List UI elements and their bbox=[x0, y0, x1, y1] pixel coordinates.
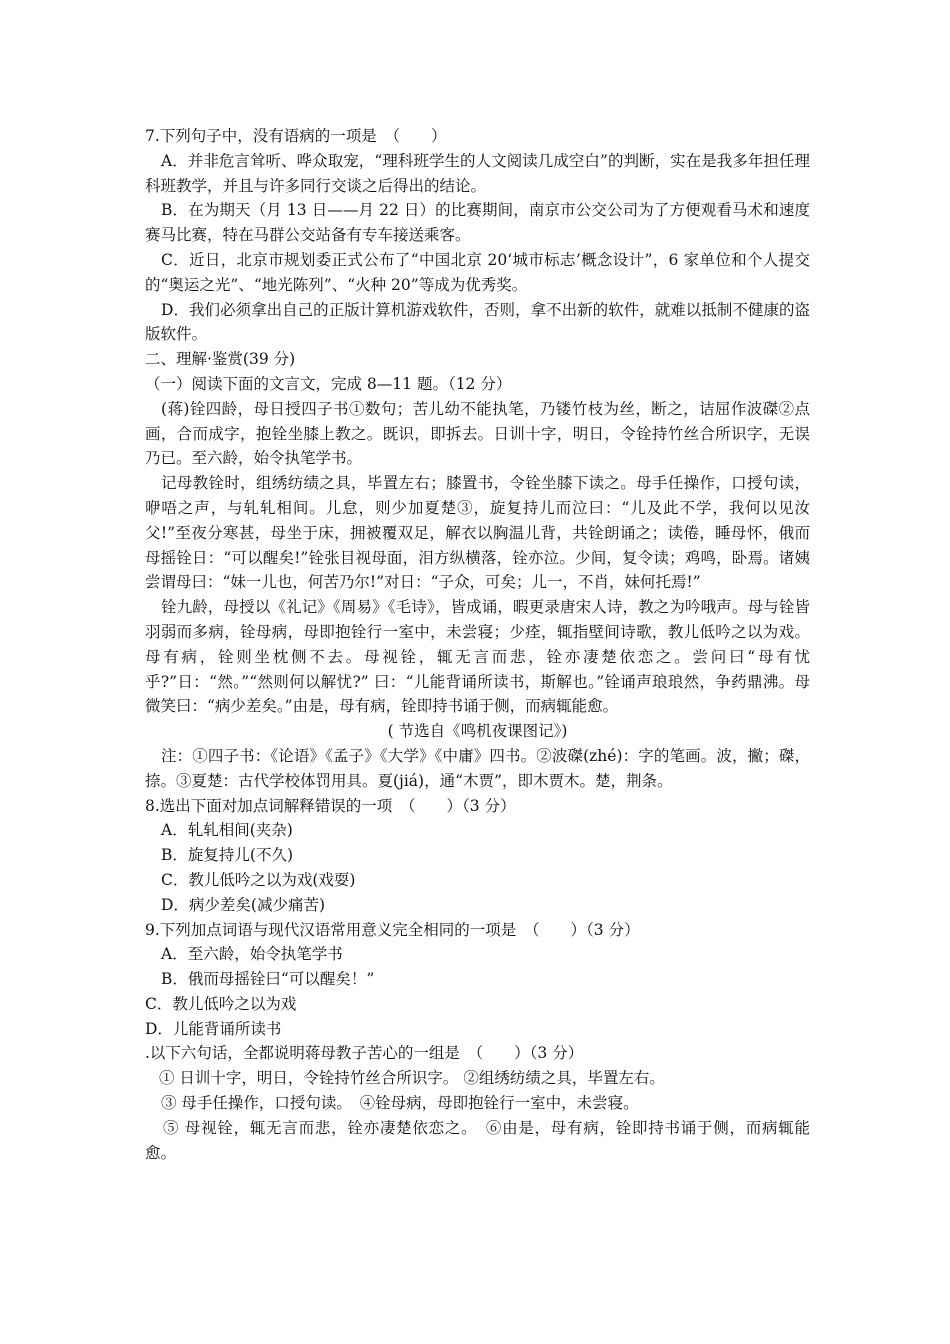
question-7-option-c: C．近日，北京市规划委正式公布了“中国北京 20‘城市标志’概念设计”，6 家单位和个人提交的“奥运之光”、“地光陈列”、“火种 20”等成为优秀奖。 bbox=[145, 250, 810, 294]
question-8-option-b: B．旋复持儿(不久) bbox=[161, 846, 293, 865]
section-2-title: 二、理解·鉴赏(39 分) bbox=[145, 350, 296, 369]
exam-content bbox=[145, 124, 810, 1165]
question-7-option-d: D．我们必须拿出自己的正版计算机游戏软件，否则，拿不出新的软件，就难以抵制不健康的盗版软件。 bbox=[145, 300, 810, 344]
question-10-choices-row-2: ③ 母手任操作，口授句读。 ④铨母病，母即抱铨行一室中，未尝寝。 bbox=[161, 1094, 639, 1113]
question-9-stem: 9.下列加点词语与现代汉语常用意义完全相同的一项是 （ ）（3 分） bbox=[145, 920, 640, 939]
passage-paragraph-1: (蒋)铨四龄，母日授四子书①数句；苦儿幼不能执笔，乃镂竹枝为丝，断之，诘屈作波磔②点画，合而成字，抱铨坐膝上教之。既识，即拆去。日训十字，明日，令铨持竹丝合所识字，无误乃已。至六龄，始令执笔学书。 bbox=[145, 399, 810, 468]
question-10-choices-row-1: ① 日训十字，明日，令铨持竹丝合所识字。 ②组绣纺绩之具，毕置左右。 bbox=[159, 1069, 665, 1088]
question-10-choices-row-3: ⑤ 母视铨，辄无言而悲，铨亦凄楚依恋之。 ⑥由是，母有病，铨即持书诵于侧，而病辄能愈。 bbox=[145, 1118, 810, 1162]
question-7-stem: 7.下列句子中，没有语病的一项是 （ ） bbox=[145, 127, 447, 145]
question-9-option-a: A．至六龄，始令执笔学书 bbox=[161, 945, 343, 964]
question-8-stem: 8.选出下面对加点词解释错误的一项 （ ）（3 分） bbox=[145, 796, 516, 815]
question-8-option-c: C．教儿低吟之以为戏(戏耍) bbox=[161, 870, 356, 889]
passage-paragraph-3: 铨九龄，母授以《礼记》《周易》《毛诗》，皆成诵，暇更录唐宋人诗，教之为吟哦声。母与铨皆羽弱而多病，铨母病，母即抱铨行一室中，未尝寝；少痊，辄指壁间诗歌，教儿低吟之以为戏。母有病，铨则坐枕侧不去。母视铨，辄无言而悲，铨亦凄楚依恋之。尝问曰“母有忧乎?”日：“然。”“然则何以解忧?” 曰：“儿能背诵所读书，斯解也。”铨诵声琅琅然，争药鼎沸。母微笑曰：“病少差矣。”由是，母有病，铨即持书诵于侧，而病辄能愈。 bbox=[145, 598, 810, 716]
passage-paragraph-2: 记母教铨时，组绣纺绩之具，毕置左右；膝置书，令铨坐膝下读之。母手任操作，口授句读，咿唔之声，与轧轧相间。儿怠，则少加夏楚③，旋复持儿而泣曰：“儿及此不学，我何以见汝父!”至夜分寒甚，母坐于床，拥被覆双足，解衣以胸温儿背，共铨朗诵之；读倦，睡母怀，俄而母摇铨日：“可以醒矣!”铨张目视母面，泪方纵横落，铨亦泣。少间，复令读；鸡鸣，卧焉。诸姨尝谓母曰：“妹一儿也，何苦乃尔!”对日：“子众，可矣；儿一，不肖，妹何托焉!” bbox=[145, 474, 810, 592]
question-8-option-d: D．病少差矣(减少痛苦) bbox=[161, 895, 326, 914]
question-9-option-d: D．儿能背诵所读书 bbox=[145, 1019, 282, 1038]
question-7-option-a: A．并非危言耸听、哗众取宠，“理科班学生的人文阅读几成空白”的判断，实在是我多年担任理科班教学，并且与许多同行交谈之后得出的结论。 bbox=[145, 151, 810, 195]
question-10-stem: .以下六句话，全都说明蒋母教子苦心的一组是 （ ）（3 分） bbox=[145, 1044, 584, 1063]
passage-note: 注：①四子书：《论语》《孟子》《大学》《中庸》四书。②波磔(zhé)：字的笔画。波，撇；磔，捺。③夏楚：古代学校体罚用具。夏(jiá)，通“木贾”，即木贾木。楚，荆条。 bbox=[145, 746, 810, 790]
question-8-option-a: A．轧轧相间(夹杂) bbox=[161, 821, 293, 840]
question-9-option-c: C．教儿低吟之以为戏 bbox=[145, 994, 297, 1013]
section-2-part-1-instruction: （一）阅读下面的文言文，完成 8—11 题。（12 分） bbox=[145, 374, 512, 393]
question-9-option-b: B．俄而母摇铨曰“可以醒矣！” bbox=[161, 970, 375, 989]
question-7-option-b: B．在为期天（月 13 日——月 22 日）的比赛期间，南京市公交公司为了方便观看马术和速度赛马比赛，特在马群公交站备有专车接送乘客。 bbox=[145, 201, 810, 245]
passage-source: ( 节选自《鸣机夜课图记》) bbox=[387, 722, 568, 741]
